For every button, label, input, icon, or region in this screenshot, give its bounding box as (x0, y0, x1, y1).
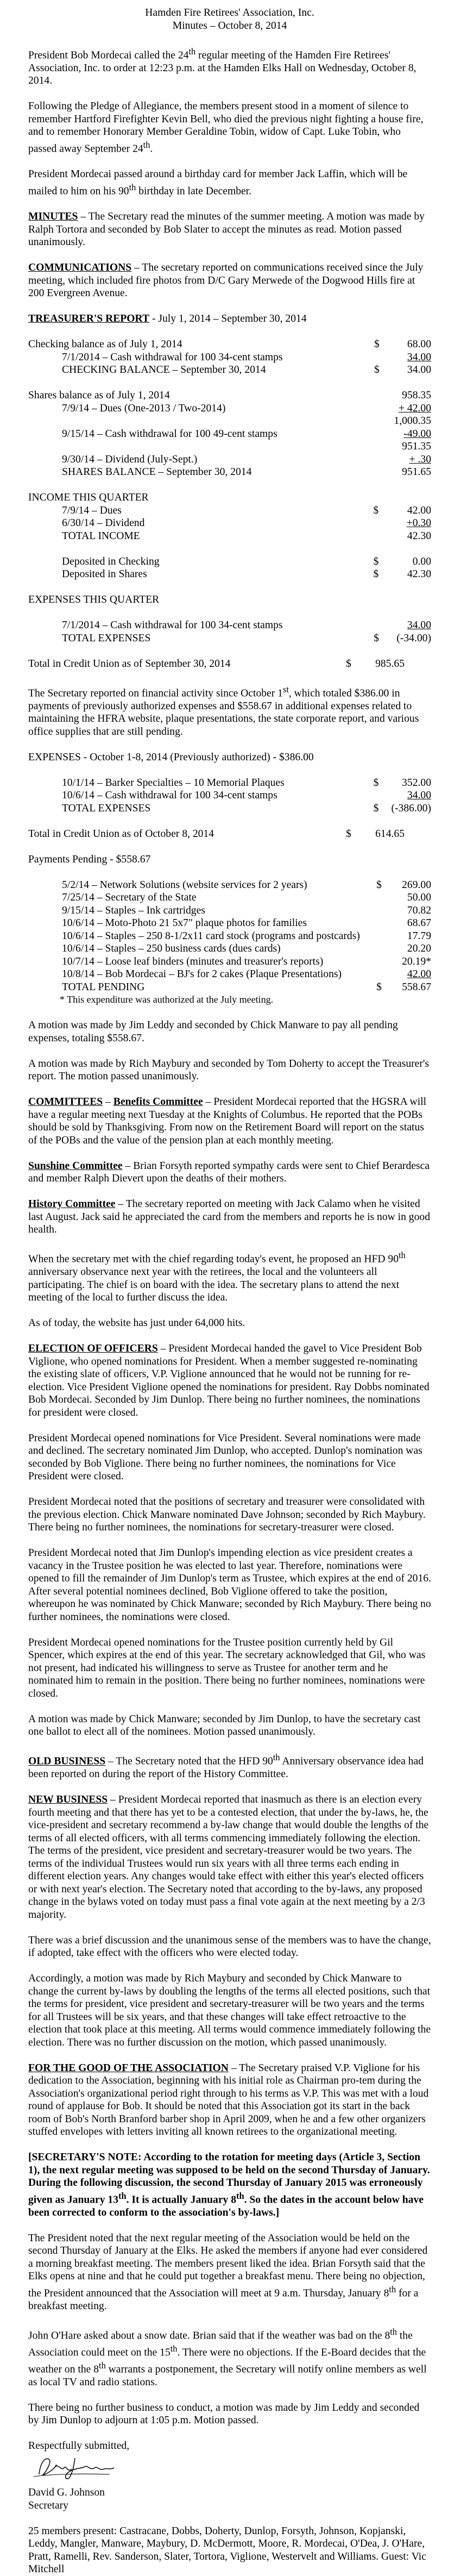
ledger-amount-value: 68.00 (407, 339, 431, 351)
ledger-amount (387, 338, 431, 351)
ledger-description: Deposited in Shares (62, 568, 147, 580)
checking-ledger (28, 338, 431, 377)
payments-pending-heading: Payments Pending - $558.67 (28, 853, 151, 865)
ledger-description: 7/9/14 – Dues (62, 504, 122, 516)
ledger-row (28, 364, 431, 377)
ledger-row (28, 942, 431, 955)
ledger-currency (376, 942, 388, 955)
ledger-amount-value: 68.67 (407, 917, 431, 929)
ledger-description: 10/8/14 – Bob Mordecai – BJ's for 2 cakes (Plaque Presentations) (62, 968, 342, 980)
document-subtitle: Minutes – October 8, 2014 (172, 20, 287, 32)
treasurer-report-heading-line: TREASURER'S REPORT - July 1, 2014 – September 30, 2014 (28, 313, 307, 325)
ledger-row (28, 981, 431, 994)
ledger-row (28, 802, 431, 815)
ledger-description: 9/15/14 – Staples – Ink cartridges (62, 904, 205, 916)
ledger-amount (388, 981, 431, 994)
call-to-order-paragraph: President Bob Mordecai called the 24th regular meeting of the Hamden Fire Retirees' Association, Inc. to order at 12:23 p.m. at the Hamden Elks Hall on Wednesday, October 8, 2014. (28, 46, 416, 87)
ledger-row (28, 658, 405, 671)
ledger-amount (388, 917, 431, 930)
ledger-currency: $ (376, 981, 382, 993)
ledger-amount-value: 42.30 (407, 568, 431, 580)
committees-heading: COMMITTEES (28, 1096, 103, 1108)
ledger-row (28, 415, 431, 428)
ledger-currency: $ (374, 632, 379, 644)
ledger-description (28, 440, 374, 453)
ledger-currency (374, 415, 386, 428)
ledger-amount-value: 42.30 (407, 530, 431, 542)
ledger-amount (386, 777, 431, 790)
ledger-description: 6/30/14 – Dividend (62, 517, 145, 529)
ledger-currency (374, 619, 386, 632)
ledger-amount-value: + .30 (409, 453, 431, 465)
ledger-description: 10/6/14 – Staples – 250 8-1/2x11 card stock (programs and postcards) (62, 930, 360, 942)
signer-name: David G. Johnson (28, 2487, 105, 2499)
ledger-amount-value: 34.00 (407, 351, 431, 363)
ledger-amount (386, 428, 431, 441)
shares-ledger (28, 389, 431, 479)
income-heading: INCOME THIS QUARTER (28, 492, 149, 504)
ledger-description: TOTAL EXPENSES (62, 802, 151, 814)
ledger-description: 10/6/14 – Staples – 250 business cards (dues cards) (62, 943, 281, 955)
communications-heading: COMMUNICATIONS (28, 262, 132, 274)
total-credit-union-sept (28, 658, 405, 671)
ledger-description: 9/30/14 – Dividend (July-Sept.) (62, 453, 198, 465)
communications-section: COMMUNICATIONS – The secretary reported on communications received since the July meeting, which included fire photos from D/C Gary Merwede of the Dogwood Hills fire at 200 Evergreen Avenue. (28, 262, 424, 299)
ledger-amount-value: 20.20 (407, 943, 431, 955)
ledger-amount-value: 70.82 (407, 904, 431, 916)
ledger-amount-value: 958.35 (402, 390, 431, 402)
ledger-row (28, 879, 431, 892)
ledger-amount (386, 440, 431, 453)
ledger-row (28, 428, 431, 441)
ledger-description: 10/6/14 – Moto-Photo 21 5x7" plaque photos for families (62, 917, 307, 929)
minutes-section: MINUTES – The Secretary read the minutes of the summer meeting. A motion was made by Ralph Tortora and seconded by Bob Slater to accept the minutes as read. Motion passed unanimously. (28, 211, 425, 248)
ledger-amount (386, 802, 431, 815)
ledger-amount-value: 42.00 (407, 968, 431, 980)
ledger-amount (386, 568, 431, 581)
ledger-amount-value: 1,000.35 (394, 415, 431, 427)
respectfully-submitted: Respectfully submitted, (28, 2440, 130, 2452)
ledger-currency (376, 955, 388, 968)
org-title: Hamden Fire Retirees' Association, Inc. (145, 7, 314, 18)
sunshine-committee-paragraph: Sunshine Committee – Brian Forsyth reported sympathy cards were sent to Chief Berardesca and member Ralph Dievert upon the deaths of their mothers. (28, 1160, 430, 1185)
ledger-description: 5/2/14 – Network Solutions (website services for 2 years) (62, 879, 307, 891)
ledger-description: 7/1/2014 – Cash withdrawal for 100 34-cent stamps (62, 351, 283, 363)
ledger-amount (388, 891, 431, 904)
ledger-row (28, 632, 431, 645)
october-expenses-ledger (28, 777, 431, 815)
ledger-currency (373, 517, 386, 530)
ledger-amount-value: 34.00 (407, 364, 431, 376)
expenses-ledger (28, 619, 431, 645)
ledger-amount-value: 352.00 (402, 777, 431, 789)
ledger-amount (386, 504, 431, 517)
birthday-card-paragraph: President Mordecai passed around a birthday card for member Jack Laffin, which will be mailed to him on his 90th birthday in late December. (28, 168, 408, 197)
next-meeting-paragraph: The President noted that the next regular meeting of the Association would be held on the second Thursday of January at the Elks. He asked the members if anyone had ever considered a morning breakfast meeting. The members present liked the idea. Brian Forsyth said that the Elks opens at nine and that he could put together a breakfast menu. There being no objection, the President announced that the Association will meet at 9 a.m. Thursday, January 8th for a breakfast meeting. (28, 2232, 428, 2312)
election-paragraph-4: President Mordecai noted that Jim Dunlop's impending election as vice president creates a vacancy in the Trustee position he was elected to last year. Therefore, nominations were opened to fill the remainder of Jim Dunlop's term as Trustee, which expires at the end of 2016. After several potential nominees declined, Bob Viglione offered to take the position, whereupon he was nominated by Chick Manware; seconded by Rich Maybury. There being no further nominees, the nominations were closed. (28, 1547, 431, 1623)
ledger-row (28, 517, 431, 530)
ledger-currency (374, 440, 386, 453)
ledger-amount-value: -49.00 (403, 428, 431, 440)
ledger-amount (386, 632, 431, 645)
ledger-row (28, 904, 431, 917)
election-paragraph-3: President Mordecai noted that the positions of secretary and treasurer were consolidated with the previous election. Chick Manware nominated Dave Johnson; seconded by Rich Maybury. There being no further nominees, the nominations for secretary-treasurer were closed. (28, 1496, 426, 1534)
ledger-amount (388, 942, 431, 955)
ledger-row (28, 568, 431, 581)
ledger-amount (359, 828, 405, 841)
pending-motion-paragraph: A motion was made by Jim Leddy and seconded by Chick Manware to pay all pending expenses, totaling $558.67. (28, 1020, 398, 1044)
ledger-description: 7/9/14 – Dues (One-2013 / Two-2014) (62, 402, 226, 414)
ledger-row (28, 530, 431, 543)
ledger-amount (386, 453, 431, 466)
ledger-amount (388, 879, 431, 892)
ledger-amount-value: 50.00 (407, 892, 431, 904)
ledger-currency (376, 891, 388, 904)
ledger-description: Total in Credit Union as of October 8, 2014 (28, 828, 214, 840)
benefits-committee-paragraph: COMMITTEES – Benefits Committee – President Mordecai reported that the HGSRA will have a regular meeting next Tuesday at the Knights of Columbus. He reported that the POBs should be sold by Thanksgiving. From now on the Retirement Board will report on the status of the POBs and the value of the pension plan at each monthly meeting. (28, 1096, 427, 1146)
ledger-description: Deposited in Checking (62, 555, 160, 567)
ledger-amount (386, 530, 431, 543)
ledger-description: 10/1/14 – Barker Specialties – 10 Memorial Plaques (62, 777, 285, 789)
fiscal-activity-paragraph: The Secretary reported on financial activity since October 1st, which totaled $386.00 in payments of previously authorized expenses and $558.67 in additional expenses related to maintaining the HFRA website, plaque presentations, the state corporate report, and various office supplies that are still pending. (28, 684, 419, 737)
ledger-currency (374, 466, 386, 479)
ledger-currency: $ (376, 879, 382, 891)
ledger-currency (376, 904, 388, 917)
sunshine-committee-heading: Sunshine Committee (28, 1160, 123, 1172)
ledger-amount (386, 619, 431, 632)
ledger-currency (374, 789, 386, 802)
moment-of-silence-paragraph: Following the Pledge of Allegiance, the members present stood in a moment of silence to remember Hartford Firefighter Kevin Bell, who died the previous night fighting a house fire, and to remember Honorary Member Geraldine Tobin, widow of Capt. Luke Tobin, who passed away September 24th. (28, 101, 424, 155)
total-credit-union-oct (28, 828, 405, 841)
ledger-amount-value: (-386.00) (391, 802, 431, 814)
signer-title: Secretary (28, 2499, 68, 2511)
ledger-row (28, 777, 431, 790)
ledger-currency: $ (346, 828, 351, 840)
history-committee-paragraph: History Committee – The secretary reported on meeting with Jack Calamo when he visited last August. Jack said he appreciated the card from the members and reports he is now in good health. (28, 1198, 430, 1236)
ledger-currency: $ (373, 504, 379, 516)
ledger-currency: $ (346, 658, 351, 670)
payments-pending-ledger (28, 879, 431, 994)
new-business-paragraph-1: NEW BUSINESS – President Mordecai reported that inasmuch as there is an election every fourth meeting and that there has yet to be a contested election, that under the by-laws, he, the vice-president and secretary recommend a by-law change that would double the lengths of the terms of all elected officers, with all terms commencing immediately following the election. The terms of the president, vice president and secretary-treasurer would be two years. The terms of the individual Trustees would run six years with all three terms each ending in different election years. Any changes would take effect with either this year's elected officers or with next year's election. The Secretary noted that according to the by-laws, any proposed change in the bylaws voted on today must pass a final vote again at the next meeting by a 2/3 majority. (28, 1794, 429, 1921)
ledger-row (28, 828, 405, 841)
ledger-amount-value: 17.79 (407, 930, 431, 942)
ledger-currency: $ (374, 339, 380, 351)
good-of-association-paragraph: FOR THE GOOD OF THE ASSOCIATION – The Secretary praised V.P. Viglione for his dedication to the Association, beginning with his initial role as Chairman pro-tem during the Association's organizational period right through to his terms as V.P. This was met with a loud round of applause for Bob. It should be noted that this Association got its start in the back room of Bob's North Branford barber shop in April 2009, when he and a few other organizers stuffed envelopes with letters inviting all known retirees to the organizational meeting. (28, 2062, 429, 2138)
handwritten-signature (28, 2453, 137, 2483)
new-business-paragraph-2: There was a brief discussion and the unanimous sense of the members was to have the change, if adopted, take effect with the officers who were elected today. (28, 1934, 431, 1959)
ledger-row (28, 453, 431, 466)
ledger-description: TOTAL PENDING (62, 981, 145, 993)
ledger-amount-value: 614.65 (375, 828, 405, 840)
election-paragraph-2: President Mordecai opened nominations for Vice President. Several nominations were made and declined. The secretary nominated Jim Dunlop, who accepted. Dunlop's nomination was seconded by Bob Viglione. There being no further nominees, the nominations for Vice President were closed. (28, 1432, 422, 1483)
ledger-row (28, 351, 431, 364)
ledger-row (28, 440, 431, 453)
ledger-description: 10/6/14 – Cash withdrawal for 100 34-cent stamps (62, 790, 277, 802)
ledger-amount-value: 269.00 (402, 879, 431, 891)
ledger-row (28, 555, 431, 568)
ledger-currency (376, 930, 388, 943)
ledger-description: SHARES BALANCE – September 30, 2014 (62, 466, 252, 478)
ledger-row (28, 891, 431, 904)
ledger-row (28, 968, 431, 981)
income-ledger (28, 504, 431, 543)
ledger-row (28, 338, 431, 351)
ledger-currency (374, 351, 387, 364)
ledger-row (28, 930, 431, 943)
election-paragraph-1: ELECTION OF OFFICERS – President Mordecai handed the gavel to Vice President Bob Viglione, who opened nominations for President. When a member suggested re-nominating the existing slate of officers, V.P. Viglione announced that he would not be running for re-election. Vice President Viglione opened the nominations for president. Ray Dobbs nominated Bob Mordecai. Seconded by Jim Dunlop. There being no further nominees, the nominations for president were closed. (28, 1343, 430, 1418)
ledger-row (28, 402, 431, 415)
members-present-paragraph: 25 members present: Castracane, Dobbs, Doherty, Dunlop, Forsyth, Johnson, Kopjanski, Leddy, Mangler, Manware, Maybury, D. McDermott, Moore, R. Mordecai, O'Dea, J. O'Hare, Pratt, Ramelli, Rev. Sanderson, Slater, Tortora, Viglione, Westervelt and Williams. Guest: Vic Mitchell (28, 2525, 426, 2575)
ledger-description: Checking balance as of July 1, 2014 (28, 339, 182, 351)
ledger-row (28, 504, 431, 517)
ledger-currency (376, 968, 388, 981)
ledger-amount-value: + 42.00 (398, 402, 431, 414)
ledger-description: 7/25/14 – Secretary of the State (62, 892, 197, 904)
new-business-paragraph-3: Accordingly, a motion was made by Rich Maybury and seconded by Chick Manware to change the current by-laws by doubling the lengths of the terms all elected positions, such that the terms for president, vice president and secretary-treasurer will be two years and the terms for all Trustees will be six years, and that these changes will take effect retroactive to the election that took place at this meeting. All terms would commence immediately following the election. There was no further discussion on the motion, which passed unanimously. (28, 1973, 431, 2048)
ledger-amount (386, 415, 431, 428)
old-business-paragraph: OLD BUSINESS – The Secretary noted that the HFD 90th Anniversary observance idea had been reported on during the report of the History Committee. (28, 1752, 424, 1780)
ledger-amount (388, 955, 431, 968)
ledger-amount (359, 658, 405, 671)
ledger-currency: $ (373, 568, 379, 580)
treasurer-report-heading: TREASURER'S REPORT (28, 313, 150, 325)
minutes-heading: MINUTES (28, 211, 78, 223)
ledger-currency (376, 917, 388, 930)
ledger-amount-value: 985.65 (375, 658, 405, 670)
ledger-amount (386, 466, 431, 479)
ledger-row (28, 955, 431, 968)
ledger-row (28, 389, 431, 402)
snow-date-paragraph: John O'Hare asked about a snow date. Brian said that if the weather was bad on the 8th the Association could meet on the 15th. There were no objections. If the E-Board decides that the weather on the 8th warrants a postponement, the Secretary will notify online members as well as local TV and radio stations. (28, 2326, 427, 2388)
ledger-row (28, 466, 431, 479)
ledger-amount-value: 558.67 (402, 981, 431, 993)
ledger-amount-value: 951.65 (402, 466, 431, 478)
ledger-amount-value: 951.35 (402, 441, 431, 453)
ledger-currency (374, 428, 386, 441)
ledger-amount (386, 517, 431, 530)
treasurer-motion-paragraph: A motion was made by Rich Maybury and seconded by Tom Doherty to accept the Treasurer's report. The motion passed unanimously. (28, 1058, 430, 1083)
ledger-description: 10/7/14 – Loose leaf binders (minutes and treasurer's reports) (62, 955, 324, 967)
ledger-amount (386, 389, 431, 402)
ledger-amount (387, 351, 431, 364)
ledger-currency (373, 530, 386, 543)
pending-footnote: * This expenditure was authorized at the July meeting. (60, 994, 274, 1005)
old-business-heading: OLD BUSINESS (28, 1755, 106, 1767)
ledger-amount (386, 402, 431, 415)
ledger-amount-value: 0.00 (412, 555, 431, 567)
ledger-amount (386, 555, 431, 568)
ledger-amount (388, 968, 431, 981)
good-of-association-heading: FOR THE GOOD OF THE ASSOCIATION (28, 2062, 229, 2074)
ledger-amount-value: 34.00 (407, 620, 431, 632)
ledger-currency (374, 453, 386, 466)
expenses-heading: EXPENSES THIS QUARTER (28, 594, 160, 606)
ledger-currency (374, 402, 386, 415)
ledger-row (28, 789, 431, 802)
website-hits-paragraph: As of today, the website has just under 64,000 hits. (28, 1317, 245, 1329)
election-paragraph-6: A motion was made by Chick Manware; seconded by Jim Dunlop, to have the secretary cast one ballot to elect all of the nominees. Motion passed unanimously. (28, 1713, 421, 1738)
ledger-description: CHECKING BALANCE – September 30, 2014 (62, 364, 266, 376)
ledger-description: Total in Credit Union as of September 30, 2014 (28, 658, 231, 670)
anniversary-paragraph: When the secretary met with the chief regarding today's event, he proposed an HFD 90th anniversary observance next year with the retirees, the local and the volunteers all participating. The chief is on board with the idea. The secretary plans to attend the next meeting of the local to further discuss the idea. (28, 1250, 406, 1304)
history-committee-heading: History Committee (28, 1198, 116, 1210)
ledger-currency: $ (373, 555, 379, 567)
ledger-amount (388, 904, 431, 917)
october-expenses-heading: EXPENSES - October 1-8, 2014 (Previously authorized) - $386.00 (28, 751, 314, 763)
ledger-description (28, 415, 374, 428)
ledger-amount (388, 930, 431, 943)
ledger-amount-value: (-34.00) (396, 632, 431, 644)
adjournment-paragraph: There being no further business to conduct, a motion was made by Jim Leddy and seconded by Jim Dunlop to adjourn at 1:05 p.m. Motion passed. (28, 2402, 420, 2427)
ledger-amount (387, 364, 431, 377)
new-business-heading: NEW BUSINESS (28, 1794, 108, 1806)
benefits-committee-heading: Benefits Committee (113, 1096, 203, 1108)
ledger-currency: $ (374, 364, 380, 376)
ledger-amount-value: 20.19* (402, 955, 431, 967)
ledger-row (28, 917, 431, 930)
ledger-amount-value: 34.00 (407, 790, 431, 802)
ledger-description: Shares balance as of July 1, 2014 (28, 390, 170, 402)
ledger-description: TOTAL INCOME (62, 530, 140, 542)
deposits-ledger (28, 555, 431, 581)
ledger-description: 7/1/2014 – Cash withdrawal for 100 34-cent stamps (62, 620, 283, 632)
ledger-currency (374, 389, 386, 402)
ledger-description: 9/15/14 – Cash withdrawal for 100 49-cent stamps (62, 428, 277, 440)
ledger-description: TOTAL EXPENSES (62, 632, 151, 644)
ledger-currency: $ (373, 777, 379, 789)
ledger-amount-value: +0.30 (406, 517, 431, 529)
ledger-amount (386, 789, 431, 802)
ledger-currency: $ (373, 802, 379, 814)
election-paragraph-5: President Mordecai opened nominations for the Trustee position currently held by Gil Spencer, which expires at the end of this year. The secretary acknowledged that Gil, who was not present, had indicated his willingness to serve as Trustee for another term and he nominated him to remain in the position. There being no further nominees, nominations were closed. (28, 1636, 426, 1699)
secretary-note: [SECRETARY'S NOTE: According to the rotation for meeting days (Article 3, Section 1), the next regular meeting was supposed to be held on the second Thursday of January. During the following discussion, the second Thursday of January 2015 was erroneously given as January 13th. It is actually January 8th. So the dates in the account below have been corrected to conform to the association's by-laws.] (28, 2152, 430, 2218)
ledger-amount-value: 42.00 (407, 504, 431, 516)
ledger-row (28, 619, 431, 632)
election-heading: ELECTION OF OFFICERS (28, 1343, 158, 1355)
